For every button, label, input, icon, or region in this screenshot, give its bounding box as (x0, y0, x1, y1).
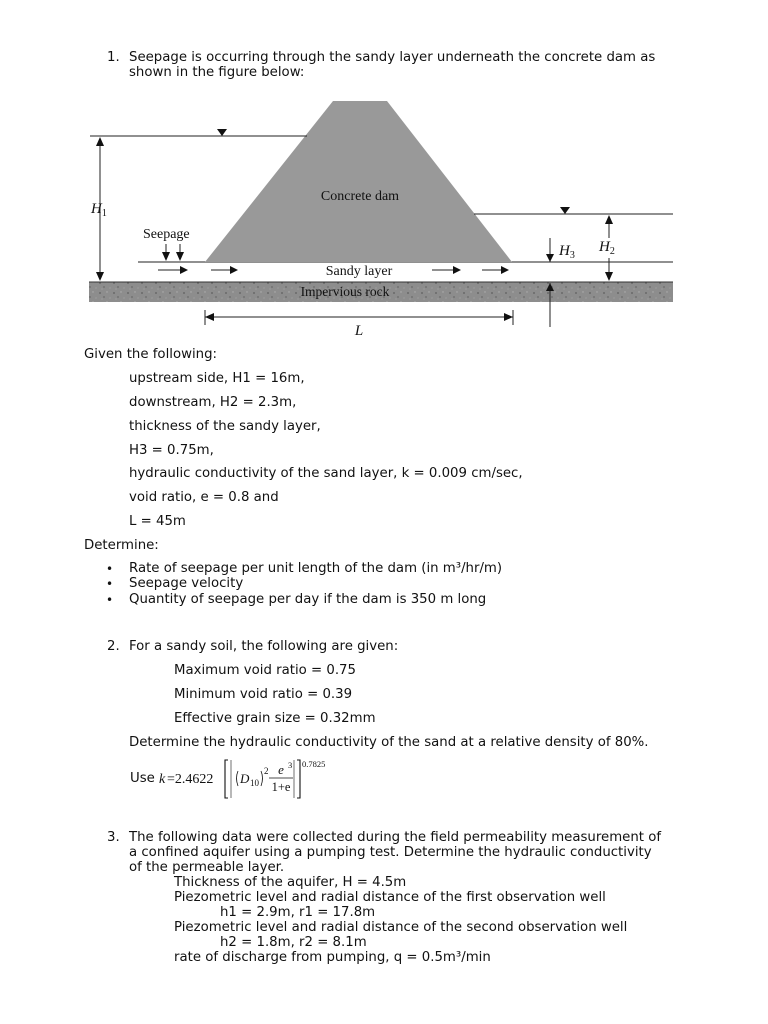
use-label: Use (130, 771, 155, 786)
formula-k: k (159, 772, 166, 787)
h2-arrow-up-icon (605, 215, 613, 224)
flow-arrow-icon-1 (158, 266, 188, 274)
formula-num-exp: 3 (288, 760, 293, 770)
formula-d: D (240, 771, 250, 786)
h3-label: $H_3$ (559, 243, 575, 261)
bullet-icon: • (106, 593, 114, 607)
flow-arrow-icon-3 (432, 266, 461, 274)
determine-heading: Determine: (84, 538, 159, 553)
h1-label: $H_1$ (91, 201, 107, 219)
q2-number: 2. (107, 639, 120, 654)
flow-arrow-icon-4 (482, 266, 509, 274)
q3-thickness: Thickness of the aquifer, H = 4.5m (174, 875, 407, 890)
given-item: H3 = 0.75m, (129, 443, 214, 458)
l-arrow-left-icon (205, 313, 214, 321)
rock-label: Impervious rock (300, 284, 390, 299)
given-heading: Given the following: (84, 347, 218, 362)
seepage-label: Seepage (143, 227, 190, 242)
concrete-dam (205, 101, 512, 262)
formula-denominator: 1+e (271, 780, 291, 794)
h3-arrow-down-icon (546, 254, 554, 262)
q2-given-item: Minimum void ratio = 0.39 (174, 687, 353, 702)
q3-number: 3. (107, 830, 120, 845)
dam-figure (0, 0, 768, 345)
bullet-item: Rate of seepage per unit length of the dam (in m³/hr/m) (129, 561, 503, 576)
q3-obs2-values: h2 = 1.8m, r2 = 8.1m (220, 935, 367, 950)
h2-arrow-down-icon (605, 272, 613, 281)
l-label: L (354, 323, 364, 339)
q3-obs2-heading: Piezometric level and radial distance of the second observation well (174, 920, 628, 935)
given-item: upstream side, H1 = 16m, (129, 371, 305, 386)
given-item: thickness of the sandy layer, (129, 419, 321, 434)
flow-arrow-icon-2 (211, 266, 238, 274)
downstream-water-marker-icon (560, 207, 570, 214)
h1-arrow-up-icon (96, 137, 104, 146)
h2-label: $H_2$ (599, 239, 615, 257)
seepage-arrow-icon-2 (176, 252, 184, 261)
formula-const: =2.4622 (167, 772, 214, 787)
q2-given-item: Maximum void ratio = 0.75 (174, 663, 356, 678)
given-item: L = 45m (129, 514, 186, 529)
given-item: void ratio, e = 0.8 and (129, 490, 279, 505)
q1-text-line2: shown in the figure below: (129, 65, 305, 80)
q3-text-line: of the permeable layer. (129, 860, 285, 875)
h1-arrow-down-icon (96, 272, 104, 281)
bullet-icon: • (106, 562, 114, 576)
q3-obs1-values: h1 = 2.9m, r1 = 17.8m (220, 905, 376, 920)
upstream-water-marker-icon (217, 129, 227, 136)
formula-exponent: 0.7825 (302, 759, 326, 769)
sandy-layer-label: Sandy layer (325, 264, 393, 279)
l-arrow-right-icon (504, 313, 513, 321)
formula-numerator: e (278, 762, 284, 777)
q3-text-line: a confined aquifer using a pumping test. Determine the hydraulic conductivity (129, 845, 652, 860)
q1-text-line1: Seepage is occurring through the sandy layer underneath the concrete dam as (129, 50, 656, 65)
bullet-item: Seepage velocity (129, 576, 244, 591)
q3-discharge: rate of discharge from pumping, q = 0.5m³/min (174, 950, 491, 965)
q2-given-item: Effective grain size = 0.32mm (174, 711, 376, 726)
formula-d-sub: 10 (250, 778, 259, 788)
dam-label: Concrete dam (320, 189, 400, 204)
formula-d-exp: 2 (264, 766, 269, 776)
q1-number: 1. (107, 50, 120, 65)
q3-text-line: The following data were collected during the field permeability measurement of (129, 830, 662, 845)
given-item: downstream, H2 = 2.3m, (129, 395, 297, 410)
hazen-formula (155, 756, 335, 802)
bullet-item: Quantity of seepage per day if the dam is 350 m long (129, 592, 487, 607)
q3-obs1-heading: Piezometric level and radial distance of the first observation well (174, 890, 606, 905)
seepage-arrow-icon-1 (162, 252, 170, 261)
q2-intro: For a sandy soil, the following are given: (129, 639, 399, 654)
q2-determine: Determine the hydraulic conductivity of the sand at a relative density of 80%. (129, 735, 649, 750)
given-item: hydraulic conductivity of the sand layer, k = 0.009 cm/sec, (129, 466, 523, 481)
bullet-icon: • (106, 577, 114, 591)
